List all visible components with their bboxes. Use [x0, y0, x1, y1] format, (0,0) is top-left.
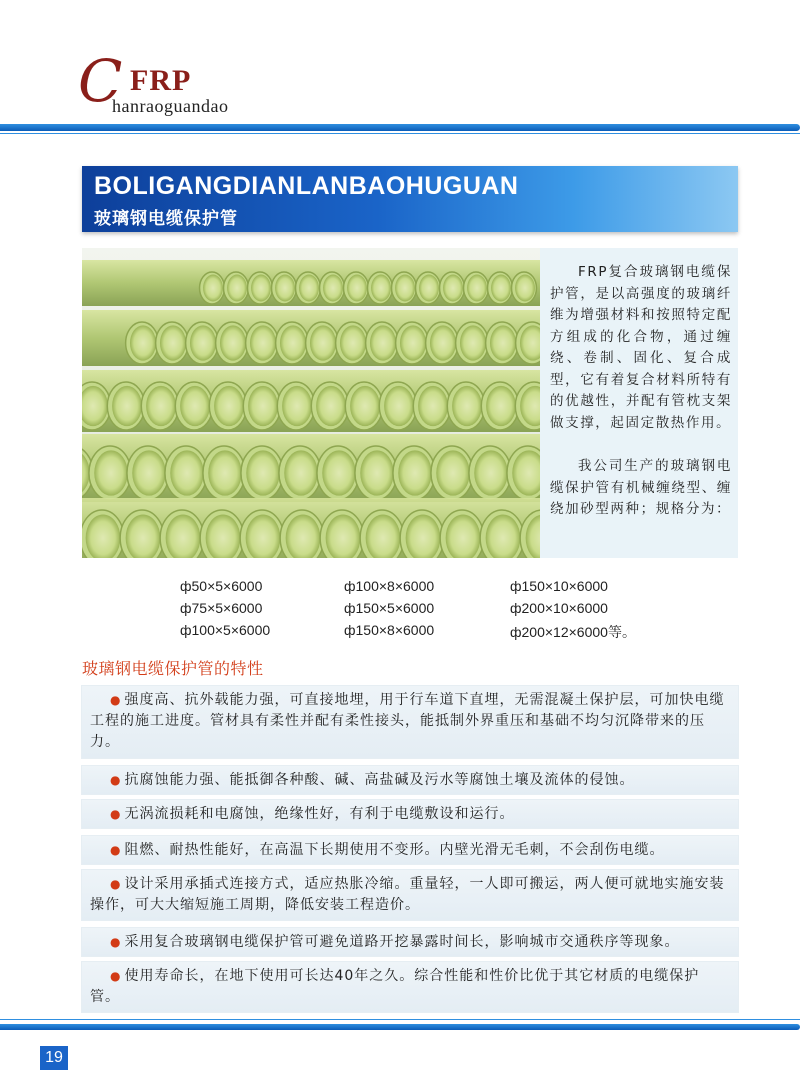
feature-text: 无涡流损耗和电腐蚀，绝缘性好，有利于电缆敷设和运行。 [124, 806, 515, 822]
brand-logo [78, 47, 318, 118]
feature-item [82, 800, 738, 828]
logo-subtitle: hanraoguandao [112, 96, 229, 116]
feature-text: 抗腐蚀能力强、能抵御各种酸、碱、高盐碱及污水等腐蚀土壤及流体的侵蚀。 [124, 772, 635, 788]
feature-text: 阻燃、耐热性能好，在高温下长期使用不变形。内壁光滑无毛刺，不会刮伤电缆。 [124, 842, 665, 858]
bullet-icon: ● [110, 807, 122, 821]
spec-item: ф100×8×6000 [344, 578, 435, 594]
logo-initial: C [78, 47, 123, 115]
bullet-icon: ● [110, 773, 122, 787]
title-banner [82, 166, 738, 232]
feature-item [82, 928, 738, 956]
page-number: 19 [40, 1046, 68, 1070]
feature-item [82, 962, 738, 1012]
logo-brand: FRP [130, 64, 192, 97]
header-divider [0, 124, 800, 131]
feature-item [82, 870, 738, 920]
feature-text: 使用寿命长，在地下使用可长达40年之久。综合性能和性价比优于其它材质的电缆保护管。 [90, 968, 700, 1005]
feature-text: 设计采用承插式连接方式，适应热胀冷缩。重量轻，一人即可搬运，两人便可就地实施安装操作，可大大缩短施工周期，降低安装工程造价。 [90, 876, 725, 913]
intro-panel [540, 248, 738, 558]
spec-item: ф200×12×6000等。 [510, 624, 636, 640]
intro-paragraph-2: 我公司生产的玻璃钢电缆保护管有机械缠绕型、缠绕加砂型两种；规格分为： [550, 458, 732, 517]
spec-item: ф75×5×6000 [180, 600, 263, 616]
footer-divider [0, 1024, 800, 1030]
bullet-icon: ● [110, 969, 122, 983]
spec-item: ф100×5×6000 [180, 622, 271, 638]
spec-item: ф150×10×6000 [510, 578, 608, 594]
bullet-icon: ● [110, 877, 122, 891]
feature-text: 强度高、抗外载能力强，可直接地埋，用于行车道下直埋，无需混凝土保护层，可加快电缆工程的施工进度。管材具有柔性并配有柔性接头，能抵制外界重压和基础不均匀沉降带来的压力。 [90, 692, 725, 750]
spec-item: ф150×8×6000 [344, 622, 435, 638]
feature-item [82, 766, 738, 794]
features-heading: 玻璃钢电缆保护管的特性 [82, 659, 264, 678]
bullet-icon: ● [110, 935, 122, 949]
feature-text: 采用复合玻璃钢电缆保护管可避免道路开挖暴露时间长，影响城市交通秩序等现象。 [124, 934, 680, 950]
title-chinese: 玻璃钢电缆保护管 [94, 209, 238, 229]
feature-item [82, 836, 738, 864]
bullet-icon: ● [110, 843, 122, 857]
spec-item: ф50×5×6000 [180, 578, 263, 594]
spec-item: ф150×5×6000 [344, 600, 435, 616]
bullet-icon: ● [110, 693, 122, 707]
intro-paragraph-1: FRP复合玻璃钢电缆保护管，是以高强度的玻璃纤维为增强材料和按照特定配方组成的化合物，通过缠绕、卷制、固化、复合成型，它有着复合材料所特有的优越性，并配有管枕支架做支撑，起固定散热作用。 [550, 264, 732, 431]
title-english: BOLIGANGDIANLANBAOHUGUAN [94, 172, 519, 200]
feature-item [82, 686, 738, 758]
frp-pipes-photo [82, 248, 540, 558]
spec-item: ф200×10×6000 [510, 600, 608, 616]
